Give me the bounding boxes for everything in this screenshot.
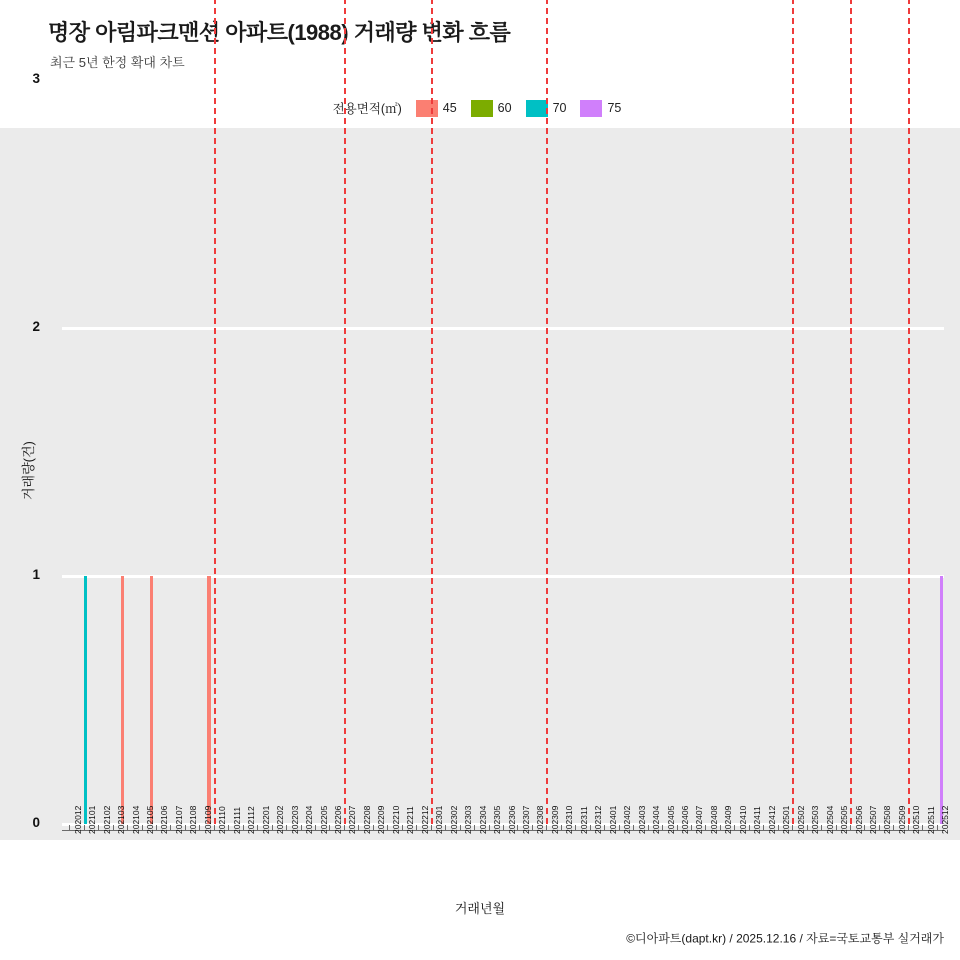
x-tick-label: 202110 (217, 806, 228, 834)
x-tick-label: 202111 (231, 806, 242, 834)
x-tick-label: 202109 (202, 805, 213, 834)
legend-item-label: 75 (607, 101, 622, 115)
x-tick-label: 202509 (896, 805, 907, 834)
x-tick-mark (922, 825, 923, 830)
x-tick-label: 202404 (651, 805, 662, 834)
y-gridline (62, 575, 944, 578)
legend-item-label: 45 (442, 101, 457, 115)
x-tick-mark (778, 825, 779, 830)
x-tick-mark (84, 825, 85, 830)
y-axis-title: 거래량(건) (21, 441, 36, 500)
x-axis-title: 거래년월 (454, 901, 506, 916)
x-tick-label: 202305 (492, 805, 503, 834)
legend-item-label: 60 (497, 101, 512, 115)
x-tick-label: 202102 (101, 805, 112, 834)
x-tick-label: 202405 (665, 805, 676, 834)
page-subtitle: 최근 5년 한정 확대 차트 (50, 55, 185, 70)
event-marker-line (344, 0, 346, 824)
x-tick-mark (286, 825, 287, 830)
x-tick-mark (604, 825, 605, 830)
x-tick-label: 202202 (275, 805, 286, 834)
bar[interactable] (940, 576, 943, 824)
x-tick-mark (489, 825, 490, 830)
x-tick-label: 202510 (911, 805, 922, 834)
x-tick-label: 202309 (549, 805, 560, 834)
x-tick-mark (69, 825, 70, 830)
x-tick-label: 202209 (376, 805, 387, 834)
x-tick-mark (243, 825, 244, 830)
x-tick-mark (691, 825, 692, 830)
event-marker-line (431, 0, 433, 824)
x-tick-label: 202104 (130, 805, 141, 834)
x-tick-mark (908, 825, 909, 830)
x-tick-label: 202112 (246, 806, 257, 834)
x-tick-mark (358, 825, 359, 830)
x-tick-label: 202103 (116, 805, 127, 834)
x-tick-label: 202208 (361, 805, 372, 834)
x-tick-mark (228, 825, 229, 830)
x-tick-label: 202403 (636, 805, 647, 834)
x-tick-mark (648, 825, 649, 830)
x-tick-label: 202408 (708, 805, 719, 834)
bar[interactable] (207, 576, 210, 824)
x-tick-label: 202303 (463, 805, 474, 834)
x-tick-mark (893, 825, 894, 830)
x-tick-label: 202401 (607, 805, 618, 834)
x-tick-label: 202311 (578, 806, 589, 834)
x-tick-mark (474, 825, 475, 830)
x-tick-label: 202506 (853, 805, 864, 834)
x-tick-label: 202101 (87, 805, 98, 834)
x-tick-label: 202210 (390, 805, 401, 834)
x-tick-mark (734, 825, 735, 830)
x-tick-label: 202411 (752, 806, 763, 834)
x-tick-label: 202511 (925, 806, 936, 834)
x-tick-mark (864, 825, 865, 830)
x-tick-mark (619, 825, 620, 830)
x-tick-label: 202410 (737, 805, 748, 834)
x-tick-mark (113, 825, 114, 830)
x-tick-mark (373, 825, 374, 830)
x-tick-label: 202301 (434, 805, 445, 834)
event-marker-line (214, 0, 216, 824)
x-tick-mark (416, 825, 417, 830)
x-tick-label: 202012 (72, 805, 83, 834)
x-tick-mark (836, 825, 837, 830)
x-tick-label: 202204 (304, 805, 315, 834)
bar[interactable] (121, 576, 124, 824)
x-tick-mark (199, 825, 200, 830)
legend-item-label: 70 (552, 101, 567, 115)
y-tick-label: 0 (32, 815, 40, 830)
x-tick-label: 202205 (318, 805, 329, 834)
x-tick-mark (561, 825, 562, 830)
x-tick-mark (402, 825, 403, 830)
footer-credit: ©디아파트(dapt.kr) / 2025.12.16 / 자료=국토교통부 실거래가 (626, 931, 944, 946)
y-tick-label: 2 (32, 319, 40, 334)
bar[interactable] (150, 576, 153, 824)
x-tick-mark (792, 825, 793, 830)
x-tick-label: 202508 (882, 805, 893, 834)
legend-title: 전용면적(㎡) (332, 102, 402, 116)
x-tick-mark (532, 825, 533, 830)
x-tick-label: 202504 (824, 805, 835, 834)
x-tick-mark (546, 825, 547, 830)
event-marker-line (792, 0, 794, 824)
x-tick-mark (315, 825, 316, 830)
y-gridline (62, 327, 944, 330)
x-tick-mark (850, 825, 851, 830)
x-tick-mark (517, 825, 518, 830)
x-tick-label: 202307 (520, 805, 531, 834)
x-tick-mark (879, 825, 880, 830)
x-tick-label: 202402 (622, 805, 633, 834)
x-tick-mark (301, 825, 302, 830)
x-tick-label: 202106 (159, 805, 170, 834)
x-tick-mark (662, 825, 663, 830)
x-tick-mark (705, 825, 706, 830)
x-tick-label: 202407 (694, 805, 705, 834)
x-tick-mark (763, 825, 764, 830)
bar[interactable] (84, 576, 87, 824)
x-tick-label: 202312 (593, 805, 604, 834)
x-tick-mark (431, 825, 432, 830)
x-tick-mark (387, 825, 388, 830)
page-title: 명장 아림파크맨션 아파트(1988) 거래량 변화 흐름 (48, 20, 511, 45)
x-tick-label: 202304 (477, 805, 488, 834)
x-tick-label: 202201 (260, 805, 271, 834)
x-tick-label: 202107 (173, 805, 184, 834)
y-tick-label: 1 (32, 567, 40, 582)
x-tick-label: 202212 (419, 805, 430, 834)
y-gridline (62, 79, 944, 82)
x-tick-mark (821, 825, 822, 830)
x-tick-mark (272, 825, 273, 830)
x-tick-mark (98, 825, 99, 830)
x-tick-label: 202503 (810, 805, 821, 834)
x-tick-mark (503, 825, 504, 830)
x-tick-label: 202502 (795, 805, 806, 834)
x-tick-mark (214, 825, 215, 830)
x-tick-mark (807, 825, 808, 830)
x-tick-mark (749, 825, 750, 830)
x-tick-label: 202505 (839, 805, 850, 834)
x-tick-label: 202412 (766, 805, 777, 834)
x-tick-mark (142, 825, 143, 830)
x-tick-label: 202512 (940, 805, 951, 834)
x-tick-mark (575, 825, 576, 830)
event-marker-line (908, 0, 910, 824)
x-tick-label: 202310 (564, 805, 575, 834)
event-marker-line (546, 0, 548, 824)
x-tick-mark (937, 825, 938, 830)
x-tick-mark (156, 825, 157, 830)
x-tick-label: 202105 (145, 805, 156, 834)
x-tick-label: 202501 (781, 805, 792, 834)
x-tick-label: 202211 (405, 806, 416, 834)
x-tick-label: 202308 (535, 805, 546, 834)
x-tick-mark (677, 825, 678, 830)
x-tick-label: 202507 (867, 805, 878, 834)
x-tick-mark (127, 825, 128, 830)
x-tick-mark (590, 825, 591, 830)
x-tick-mark (445, 825, 446, 830)
x-tick-label: 202203 (289, 805, 300, 834)
x-tick-mark (460, 825, 461, 830)
x-tick-label: 202207 (347, 805, 358, 834)
x-tick-mark (633, 825, 634, 830)
x-tick-mark (329, 825, 330, 830)
x-tick-label: 202406 (680, 805, 690, 834)
x-tick-label: 202302 (448, 805, 459, 834)
x-tick-mark (720, 825, 721, 830)
x-tick-label: 202206 (332, 805, 343, 834)
x-tick-label: 202306 (506, 805, 517, 834)
event-marker-line (850, 0, 852, 824)
x-tick-mark (257, 825, 258, 830)
x-tick-mark (170, 825, 171, 830)
x-tick-mark (344, 825, 345, 830)
plot-area (32, 71, 951, 834)
x-tick-mark (185, 825, 186, 830)
y-tick-label: 3 (32, 71, 40, 86)
x-tick-label: 202108 (188, 805, 199, 834)
x-tick-label: 202409 (723, 805, 734, 834)
